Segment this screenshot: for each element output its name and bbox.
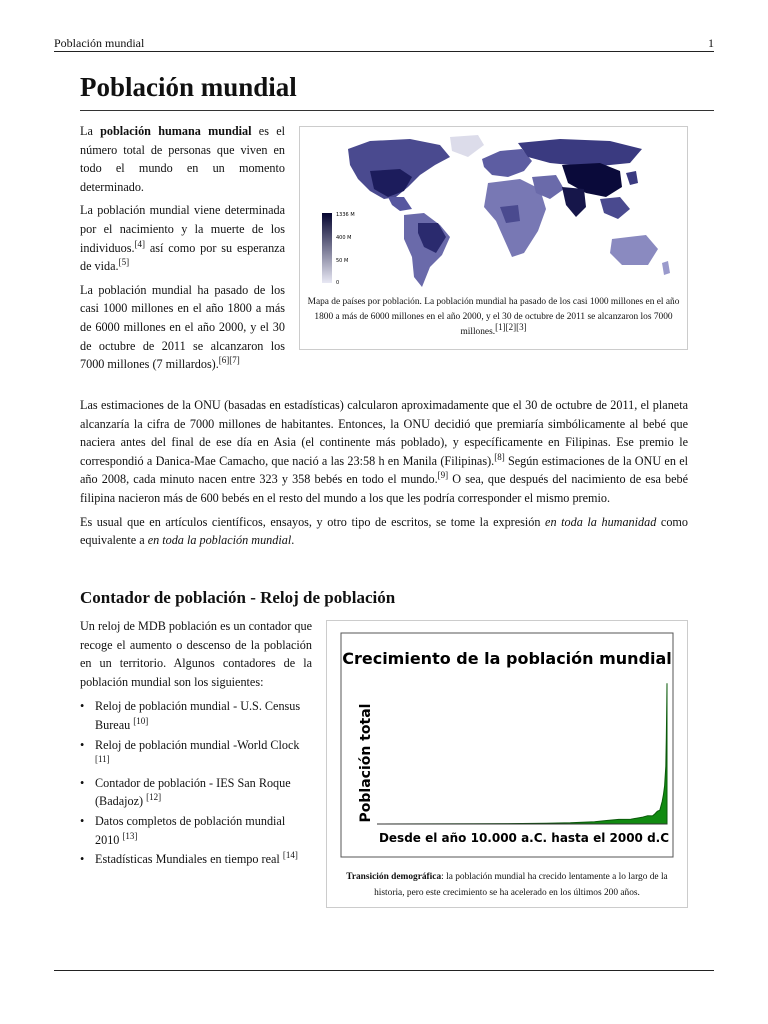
list-item[interactable]: • Estadísticas Mundiales en tiempo real [14] xyxy=(80,850,312,869)
legend-gradient xyxy=(322,213,332,283)
emphasis: en toda la población mundial xyxy=(147,533,292,548)
south-america xyxy=(404,213,450,287)
bold-term: población humana mundial xyxy=(100,124,252,138)
intro-paragraph-2: La población mundial viene determinada por el nacimiento y la muerte de los individuos.[4] así como por su esperanza de vida.[5] xyxy=(80,203,285,274)
running-header xyxy=(54,36,714,51)
map-legend xyxy=(322,212,355,286)
list-item[interactable]: • Datos completos de población mundial 2010 [13] xyxy=(80,812,312,849)
citation-9[interactable]: [9] xyxy=(437,470,449,481)
citation-4[interactable]: [4] xyxy=(134,238,146,249)
asia xyxy=(562,163,638,219)
title-rule xyxy=(80,110,714,111)
counter-list xyxy=(80,697,312,868)
citation-8[interactable]: [8] xyxy=(494,451,505,462)
intro-paragraph-3: La población mundial ha pasado de los casi 1000 millones en el año 1800 a más de 6000 millones en el año 2000, y el 30 de octubre de 2011 se alcanzaron los 7000 millones (7 millardos).[6][7] xyxy=(80,282,285,372)
list-item[interactable]: • Reloj de población mundial - U.S. Census Bureau [10] xyxy=(80,697,312,734)
intro-column xyxy=(80,122,285,374)
oceania xyxy=(610,235,670,275)
page-number: 1 xyxy=(708,36,714,50)
north-america xyxy=(348,139,450,211)
legend-label: 400 M xyxy=(336,235,352,241)
chart-xlabel: Desde el año 10.000 a.C. hasta el 2000 d.C xyxy=(378,831,670,845)
greenland xyxy=(450,135,484,157)
growth-chart-figure xyxy=(326,620,688,908)
intro-paragraph-1: La población humana mundial es el número total de personas que viven en todo el mundo en un momento determinado. xyxy=(80,124,286,194)
list-item[interactable]: • Contador de población - IES San Roque (Badajoz) [12] xyxy=(80,774,312,811)
section-heading: Contador de población - Reloj de población xyxy=(80,588,396,607)
world-population-map[interactable] xyxy=(300,127,687,295)
emphasis: en toda la humanidad xyxy=(545,514,657,529)
map-caption: Mapa de países por población. La población mundial ha pasado de los casi 1000 millones en el año 1800 a más de 6000 millones en el año 2000, y el 30 de octubre de 2011 se alcanzaron los 7000 millones.[1][2][3] xyxy=(307,297,680,337)
legend-label: 1336 M xyxy=(336,212,355,218)
header-rule xyxy=(54,51,714,52)
list-item[interactable]: • Reloj de población mundial -World Clock [11] xyxy=(80,736,312,773)
legend-label: 50 M xyxy=(336,258,349,264)
body-paragraph-2: Es usual que en artículos científicos, ensayos, y otro tipo de escritos, se tome la expresión en toda la humanidad como equivalente a en toda la población mundial. xyxy=(80,514,688,548)
footer-rule xyxy=(54,970,714,971)
page-title: Población mundial xyxy=(80,72,297,102)
section2-intro: Un reloj de MDB población es un contador que recoge el aumento o descenso de la población en un territorio. Algunos contadores de la población mundial son los siguientes: xyxy=(80,619,312,689)
section2-column xyxy=(80,617,312,870)
chart-ylabel: Población total xyxy=(358,703,374,823)
citation-5[interactable]: [5] xyxy=(118,257,130,268)
citation-1-3[interactable]: [1][2][3] xyxy=(495,321,527,332)
growth-caption: Transición demográfica: la población mundial ha crecido lentamente a lo largo de la historia, pero este crecimiento se ha acelerado en los últimos 200 años. xyxy=(346,872,668,898)
legend-label: 0 xyxy=(336,280,340,286)
body-paragraph-1: Las estimaciones de la ONU (basadas en estadísticas) calcularon aproximadamente que el 30 de octubre de 2011, el planeta alcanzaría la cifra de 7000 millones de habitantes. Entonces, la ONU decidió que premiaría simbólicamente al bebé que naciera antes del final de ese día en Asia (el continente más poblado), y específicamente en Filipinas. Ese premio le correspondió a Danica-Mae Camacho, que nació a las 23:58 h en Manila (Filipinas).[8] Según estimaciones de la ONU en el año 2008, cada minuto nacen entre 323 y 358 bebés en todo el mundo.[9] O sea, que después del nacimiento de esa bebé filipina nacieron más de 600 bebés en el resto del mundo a los que les podría corresponder el mismo premio. xyxy=(80,398,689,505)
running-title: Población mundial xyxy=(54,36,145,50)
chart-title: Crecimiento de la población mundial xyxy=(342,649,672,668)
body-text xyxy=(80,396,688,550)
world-map-figure xyxy=(299,126,688,350)
citation-6-7[interactable]: [6][7] xyxy=(218,355,240,366)
population-growth-chart[interactable] xyxy=(327,621,687,865)
